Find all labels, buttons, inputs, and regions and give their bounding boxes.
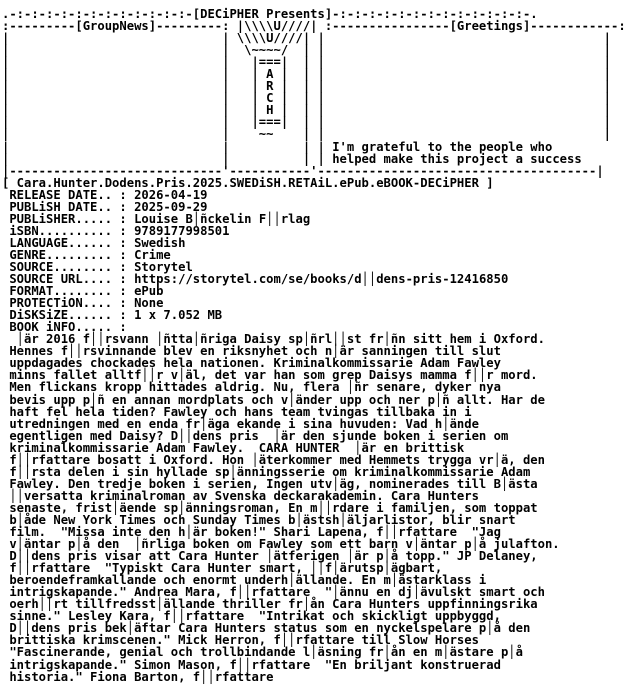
field-label: SOURCE........ : <box>2 259 127 274</box>
banner-top-line: .-:-:-:-:-:-:-:-:-:-:-:-:-[DECiPHER Presents]-:-:-:-:-:-:-:-:-:-:-:-:-:-. <box>2 7 538 21</box>
field-value-protection: None <box>126 296 164 311</box>
book-info-line: f││rfattare bosatt i Oxford. Hon │äterkommer med Hemmets trygga vr│ä, den <box>2 452 545 467</box>
book-info-line: utredningen med en enda fr│äga ekande i sina huvuden: Vad h│ände <box>2 416 479 431</box>
banner-box-headers: :---------[GroupNews]---------: |\\\\U////| :----------------[Greetings]------------: <box>2 19 626 34</box>
field-value-genre: Crime <box>126 247 171 262</box>
field-label: PUBLiSHER..... : <box>2 211 127 226</box>
book-info-line: intrigskapande." Andrea Mara, f││rfattare "│ännu en dj│ävulskt smart och <box>2 585 545 600</box>
book-info-line: ││versatta kriminalroman av Svenska deckarakademin. Cara Hunters <box>2 488 479 503</box>
greetings-line: I'm grateful to the people who <box>324 139 553 154</box>
book-info-line: sinne." Lesley Kara, f││rfattare "Intrikat och skickligt uppbyggd, <box>2 609 501 624</box>
book-info-line: beroendeframkallande och enormt underh│ällande. En m│ästarklass i <box>2 573 487 588</box>
ascii-art-line: | | | C | | | | <box>2 91 612 106</box>
field-value-language: Swedish <box>126 235 186 250</box>
field-label: RELEASE DATE.. : <box>2 187 127 202</box>
book-info-line: Men flickans kropp hittades aldrig. Nu, flera │ñr senare, dyker nya <box>2 380 501 395</box>
ascii-art-line: | | \~~~~/ | | | <box>2 43 612 58</box>
release-name: [ Cara.Hunter.Dodens.Pris.2025.SWEDiSH.RETAiL.ePub.eBOOK-DECiPHER ] <box>2 175 494 190</box>
book-info-line: b│åde New York Times och Sunday Times b│ästsh│äljarlistor, blir snart <box>2 512 516 527</box>
field-label: iSBN.......... : <box>2 223 127 238</box>
field-value-release-date: 2026-04-19 <box>126 187 208 202</box>
ascii-art-line: | | | A | | | | <box>2 67 612 82</box>
book-info-line: bevis upp p│ñ en annan mordplats och v│änder upp och ner p│ñ allt. Har de <box>2 392 545 407</box>
book-info-line: oerh││rt tillfredsst│ällande thriller fr│ån Cara Hunters uppfinningsrika <box>2 597 538 612</box>
field-label: DiSKSiZE...... : <box>2 308 127 323</box>
banner-bottom-line: |-----------------------------'-----------'--------------------------------------| <box>2 163 604 178</box>
book-info-line: f││rsta delen i sin hyllade sp│änningsserie om kriminalkommissarie Adam <box>2 464 531 479</box>
book-info-line: "Fascinerande, genial och trollbindande l│äsning fr│ån en m│ästare p│å <box>2 645 523 660</box>
book-info-line: brittiska krimscenen." Mick Herron, f││rfattare till Slow Horses <box>2 633 479 648</box>
book-info-line: historia." Fiona Barton, f││rfattare <box>2 669 274 684</box>
ascii-art-line: | | |===| | | | <box>2 115 612 130</box>
ascii-art-line: | | \\\\U////| | | <box>2 31 612 46</box>
field-label: PROTECTiON.... : <box>2 296 127 311</box>
field-label: LANGUAGE...... : <box>2 235 127 250</box>
greetings-line: helped make this project a success <box>324 151 582 166</box>
book-info-line: D││dens pris bek│äftar Cara Hunters status som en nyckelspelare p│å den <box>2 621 531 636</box>
field-label: SOURCE URL.... : <box>2 272 127 287</box>
book-info-line: f││rfattare "Typiskt Cara Hunter smart, ││f│ärutsp│ägbart, <box>2 561 443 576</box>
field-value-source-url: https://storytel.com/se/books/d││dens-pris-12416850 <box>126 272 509 287</box>
book-info-line: v│äntar p│å den │ñrliga boken om Fawley som ett barn v│äntar p│å julafton. <box>2 537 560 552</box>
book-info-line: film. "Missa inte den h│är boken!" Shari Lapena, f││rfattare "Jag <box>2 525 501 540</box>
field-value-format: ePub <box>126 284 164 299</box>
book-info-line: D││dens pris visar att Cara Hunter │ätferigen │är p│å topp." JP Delaney, <box>2 549 538 564</box>
field-value-isbn: 9789177998501 <box>126 223 230 238</box>
ascii-art-line: | | | R | | | | <box>2 79 612 94</box>
field-label: FORMAT........ : <box>2 284 127 299</box>
book-info-line: minns fallet alltf││r v│äl, det var han som grep Daisys mamma f││r mord. <box>2 368 538 383</box>
book-info-line: Fawley. Den tredje boken i serien, Ingen utv│äg, nominerades till B│ästa <box>2 476 538 491</box>
book-info-line: Hennes f││rsvinnande blev en riksnyhet och n│är sanningen till slut <box>2 344 501 359</box>
field-label: PUBLiSH DATE.. : <box>2 199 127 214</box>
ascii-art-line: | | | H | | | | <box>2 103 612 118</box>
book-info-line: senaste, frist│äende sp│änningsroman, En m││rdare i familjen, som toppat <box>2 500 538 515</box>
book-info-line: egentligen med Daisy? D││dens pris │är den sjunde boken i serien om <box>2 428 509 443</box>
ascii-art-line: | | |===| | | | <box>2 55 612 70</box>
field-value-publish-date: 2025-09-29 <box>126 199 208 214</box>
book-info-line: uppdagades chockades hela nationen. Kriminalkommissarie Adam Fawley <box>2 356 501 371</box>
field-value-publisher: Louise B│ñckelin F││rlag <box>126 211 311 226</box>
field-value-source: Storytel <box>126 259 193 274</box>
field-label: BOOK iNFO..... : <box>2 320 127 335</box>
book-info-line: haft fel hela tiden? Fawley och hans team tvingas tillbaka in i <box>2 404 472 419</box>
book-info-line: kriminalkommissarie Adam Fawley. CARA HUNTER │är en brittisk <box>2 440 465 455</box>
ascii-art-line: | | ~~ | | | <box>2 127 612 142</box>
book-info-line: intrigskapande." Simon Mason, f││rfattare "En briljant konstruerad <box>2 657 501 672</box>
field-label: GENRE......... : <box>2 247 127 262</box>
field-value-disksize: 1 x 7.052 MB <box>126 308 223 323</box>
nfo-text: .-:-:-:-:-:-:-:-:-:-:-:-:-[DECiPHER Presents]-:-:-:-:-:-:-:-:-:-:-:-:-:-. :---------[GroupNews]---------: |\\\\U////| :----------------[Greetings]------------: | | \\\\U////| | | | | \~~~~/ | | | | | |===| | | | | | | A | | | | | | | R | | | | | | | C | | | | | | | H | | | | | | |===| | | | | | ~~ | | | | | | | I'm grateful to the people who | | | | helped make this project a success |-----------------------------'-----------'--------------------------------------| [ Cara.Hunter.Dodens.Pris.2025.SWEDiSH.RETAiL.ePub.eBOOK-DECiPHER ] RELEASE DATE.. : 2026-04-19 PUBLiSH DATE.. : 2025-09-29 PUBLiSHER..... : Louise B│ñckelin F││rlag iSBN.......... : 9789177998501 LANGUAGE...... : Swedish GENRE......... : Crime SOURCE........ : Storytel SOURCE URL.... : https://storytel.com/se/books/d││dens-pris-12416850 FORMAT........ : ePub PROTECTiON.... : None DiSKSiZE...... : 1 x 7.052 MB BOOK iNFO..... : │är 2016 f││rsvann │ñtta│ñriga Daisy sp│ñrl││st fr│ñn sitt hem i Oxford. Hennes f││rsvinnande blev en riksnyhet och n│är sanningen till slut uppdagades chockades hela nationen. Kriminalkommissarie Adam Fawley minns fallet alltf││r v│äl, det var han som grep Daisys mamma f││r mord. Men flickans kropp hittades aldrig. Nu, flera │ñr senare, dyker nya bevis upp p│ñ en annan mordplats och v│änder upp och ner p│ñ allt. Har de haft fel hela tiden? Fawley och hans team tvingas tillbaka in i utredningen med en enda fr│äga ekande i sina huvuden: Vad h│ände egentligen med Daisy? D││dens pris │är den sjunde boken i serien om kriminalkommissarie Adam Fawley. CARA HUNTER │är en brittisk f││rfattare bosatt i Oxford. Hon │äterkommer med Hemmets trygga vr│ä, den f││rsta delen i sin hyllade sp│änningsserie om kriminalkommissarie Adam Fawley. Den tredje boken i serien, Ingen utv│äg, nominerades till B│ästa ││versatta kriminalroman av Svenska deckarakademin. Cara Hunters senaste, frist│äende sp│änningsroman, En m││rdare i familjen, som toppat b│åde New York Times och Sunday Times b│ästsh│äljarlistor, blir snart film. "Missa inte den h│är boken!" Shari Lapena, f││rfattare "Jag v│äntar p│å den │ñrliga boken om Fawley som ett barn v│äntar p│å julafton. D││dens pris visar att Cara Hunter │ätferigen │är p│å topp." JP Delaney, f││rfattare "Typiskt Cara Hunter smart, ││f│ärutsp│ägbart, beroendeframkallande och enormt underh│ällande. En m│ästarklass i intrigskapande." Andrea Mara, f││rfattare "│ännu en dj│ävulskt smart och oerh││rt tillfredsst│ällande thriller fr│ån Cara Hunters uppfinningsrika sinne." Lesley Kara, f││rfattare "Intrikat och skickligt uppbyggd, D││dens pris bek│äftar Cara Hunters status som en nyckelspelare p│å den brittiska krimscenen." Mick Herron, f││rfattare till Slow Horses "Fascinerande, genial och trollbindande l│äsning fr│ån en m│ästare p│å intrigskapande." Simon Mason, f││rfattare "En briljant konstruerad historia." Fiona Barton, f││rfattare <box>2 7 626 684</box>
book-info-line: │är 2016 f││rsvann │ñtta│ñriga Daisy sp│ñrl││st fr│ñn sitt hem i Oxford. <box>2 332 545 347</box>
